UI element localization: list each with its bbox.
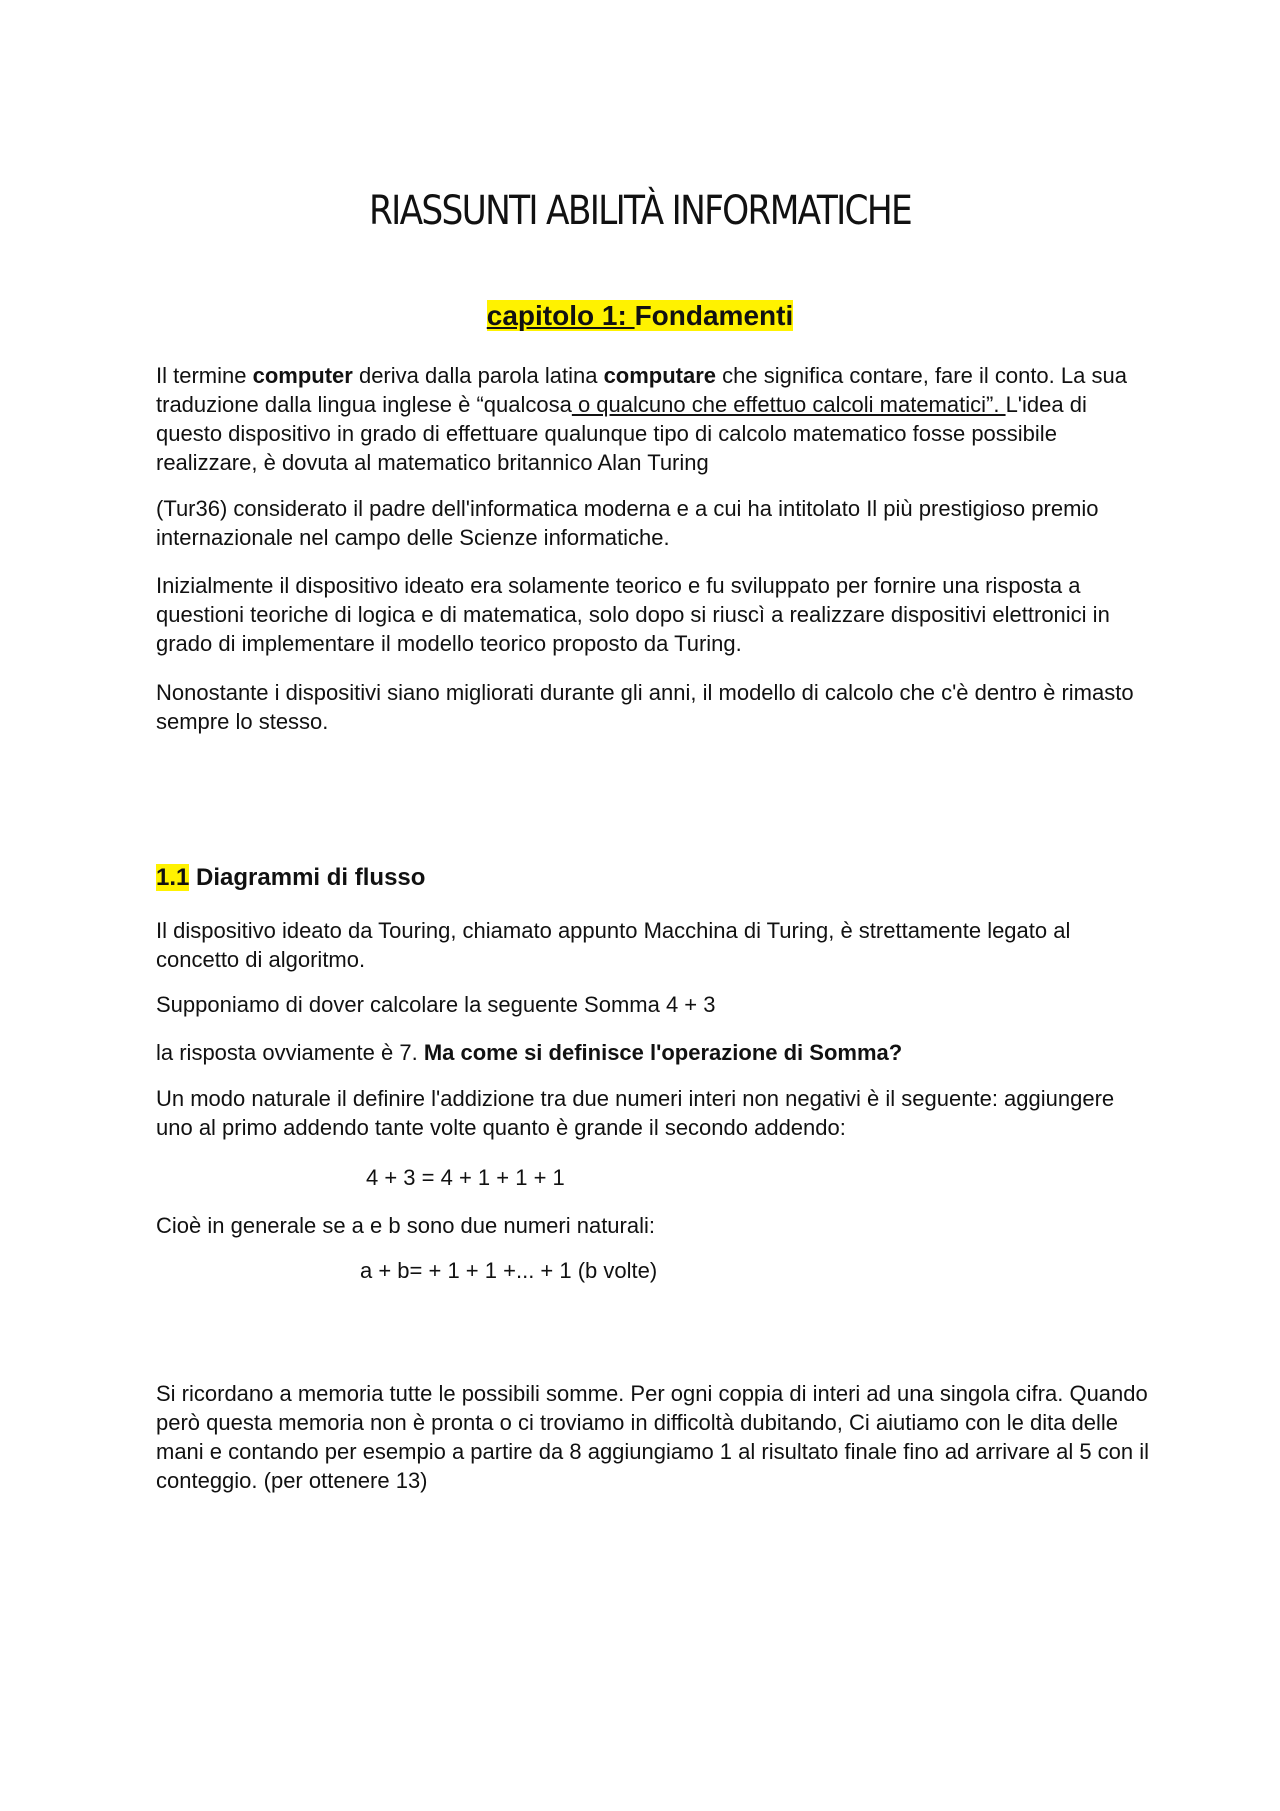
section-number: 1.1 bbox=[156, 864, 190, 891]
section-heading bbox=[156, 864, 425, 892]
intro-text-3: che significa contare, fare il conto. La sua traduzione dalla lingua inglese è “qualcosa bbox=[156, 363, 1127, 417]
paragraph-sum-example: Supponiamo di dover calcolare la seguente Somma 4 + 3 bbox=[156, 992, 716, 1017]
section-title: Diagrammi di flusso bbox=[189, 864, 426, 891]
paragraph-general: Cioè in generale se a e b sono due numeri naturali: bbox=[156, 1213, 655, 1238]
paragraph-theory: Inizialmente il dispositivo ideato era solamente teorico e fu sviluppato per fornire una risposta a questioni teoriche di logica e di matematica, solo dopo si riuscì a realizzare dispositivi elettronici in grado di implementare il modello teorico proposto da Turing. bbox=[156, 573, 1110, 656]
chapter-prefix: capitolo 1: bbox=[486, 300, 635, 331]
paragraph-machine: Il dispositivo ideato da Touring, chiamato appunto Macchina di Turing, è strettamente legato al concetto di algoritmo. bbox=[156, 918, 1071, 972]
intro-text-2: deriva dalla parola latina bbox=[352, 363, 604, 388]
term-computare: computare bbox=[603, 363, 717, 388]
paragraph-intro bbox=[156, 361, 1156, 477]
paragraph-definition: Un modo naturale il definire l'addizione tra due numeri interi non negativi è il seguente: aggiungere uno al primo addendo tante volte quanto è grande il secondo addendo: bbox=[156, 1086, 1115, 1140]
paragraph-turing: (Tur36) considerato il padre dell'informatica moderna e a cui ha intitolato Il più prestigioso premio internazionale nel campo delle Scienze informatiche. bbox=[156, 496, 1099, 550]
intro-text-4: L'idea di questo dispositivo in grado di effettuare qualunque tipo di calcolo matematico fosse possibile realizzare, è dovuta al matematico britannico Alan Turing bbox=[156, 392, 1087, 475]
paragraph-model: Nonostante i dispositivi siano migliorati durante gli anni, il modello di calcolo che c'è dentro è rimasto sempre lo stesso. bbox=[156, 680, 1134, 734]
term-computer: computer bbox=[252, 363, 353, 388]
chapter-name: Fondamenti bbox=[634, 300, 794, 331]
document-title: RIASSUNTI ABILITÀ INFORMATICHE bbox=[368, 188, 912, 234]
answer-question: Ma come si definisce l'operazione di Somma? bbox=[423, 1040, 903, 1065]
chapter-heading bbox=[0, 300, 1280, 332]
formula-general: a + b= + 1 + 1 +... + 1 (b volte) bbox=[360, 1258, 658, 1283]
intro-text-1: Il termine bbox=[156, 363, 253, 388]
paragraph-answer bbox=[156, 1038, 1156, 1067]
formula-example: 4 + 3 = 4 + 1 + 1 + 1 bbox=[366, 1165, 565, 1190]
intro-underlined-text: o qualcuno che effettuo calcoli matematici”. bbox=[571, 392, 1006, 417]
answer-text: la risposta ovviamente è 7. bbox=[156, 1040, 424, 1065]
paragraph-memory: Si ricordano a memoria tutte le possibili somme. Per ogni coppia di interi ad una singola cifra. Quando però questa memoria non è pronta o ci troviamo in difficoltà dubitando, Ci aiutiamo con le dita delle mani e contando per esempio a partire da 8 aggiungiamo 1 al risultato finale fino ad arrivare al 5 con il conteggio. (per ottenere 13) bbox=[156, 1381, 1150, 1493]
